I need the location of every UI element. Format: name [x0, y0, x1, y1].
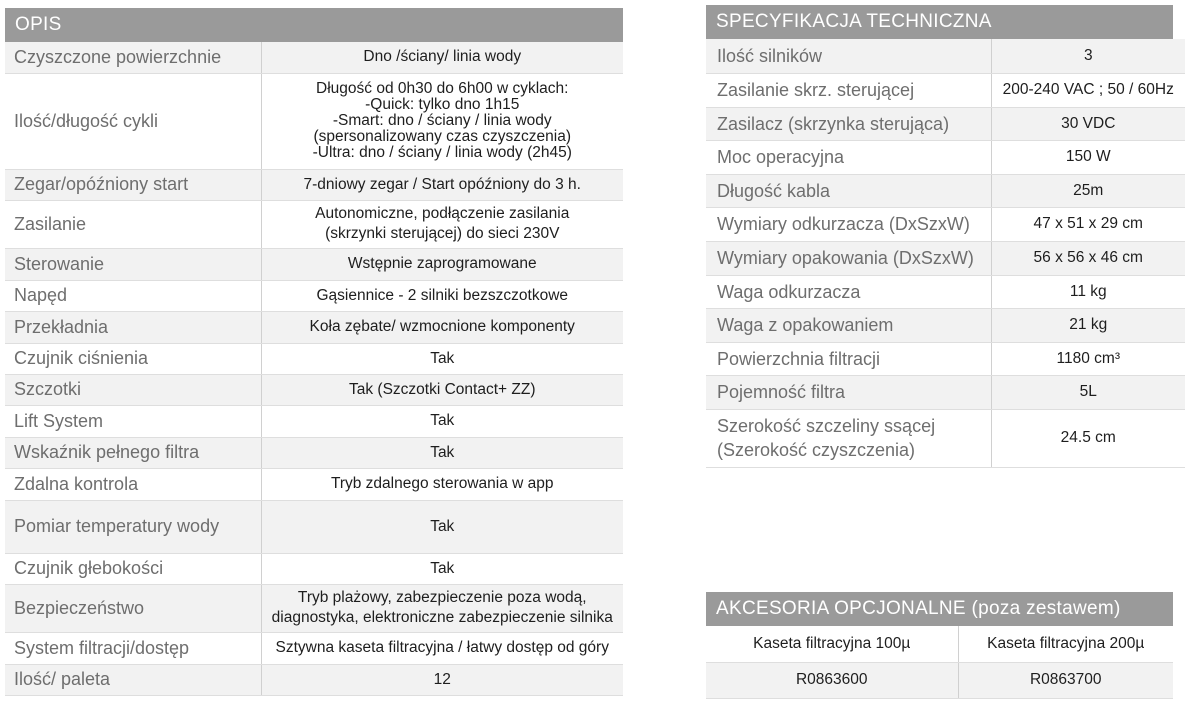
row-value: Sztywna kaseta filtracyjna / łatwy dostęp od góry — [261, 632, 623, 664]
spec-value: 56 x 56 x 46 cm — [991, 241, 1185, 275]
table-row — [5, 584, 623, 632]
row-value: Tryb zdalnego sterowania w app — [261, 468, 623, 500]
accessory-name: Kaseta filtracyjna 200µ — [958, 626, 1173, 662]
spec-label: Pojemność filtra — [706, 375, 991, 409]
spec-value: 150 W — [991, 140, 1185, 174]
spec-label: Ilość silników — [706, 39, 991, 73]
accessories-table — [706, 626, 1173, 699]
row-value: Tak (Szczotki Contact+ ZZ) — [261, 374, 623, 405]
row-value: Tak — [261, 500, 623, 553]
table-row — [5, 553, 623, 584]
row-label: Czujnik głebokości — [5, 553, 261, 584]
opis-table — [5, 42, 623, 696]
table-row — [5, 468, 623, 500]
row-label: Bezpieczeństwo — [5, 584, 261, 632]
table-row — [5, 437, 623, 468]
row-value: Gąsiennice - 2 silniki bezszczotkowe — [261, 280, 623, 311]
spec-header: SPECYFIKACJA TECHNICZNA — [706, 5, 1173, 39]
row-value: Tak — [261, 343, 623, 374]
table-row — [706, 375, 1185, 409]
spec-label: Długość kabla — [706, 174, 991, 207]
row-value: Koła zębate/ wzmocnione komponenty — [261, 311, 623, 343]
table-row — [706, 308, 1185, 342]
accessories-header: AKCESORIA OPCJONALNE (poza zestawem) — [706, 592, 1173, 626]
table-row — [5, 311, 623, 343]
table-row — [706, 39, 1185, 73]
row-value: Tak — [261, 553, 623, 584]
row-value: 7-dniowy zegar / Start opóźniony do 3 h. — [261, 169, 623, 200]
table-row — [5, 280, 623, 311]
row-label: Pomiar temperatury wody — [5, 500, 261, 553]
spec-value: 24.5 cm — [991, 409, 1185, 467]
row-label: Sterowanie — [5, 248, 261, 280]
row-value: Tryb plażowy, zabezpieczenie poza wodą, diagnostyka, elektroniczne zabezpieczenie silnika — [261, 584, 623, 632]
spec-label: Zasilacz (skrzynka sterująca) — [706, 107, 991, 140]
row-label: Zdalna kontrola — [5, 468, 261, 500]
table-row — [5, 42, 623, 73]
table-row — [5, 169, 623, 200]
row-label: Lift System — [5, 405, 261, 437]
row-value: Tak — [261, 437, 623, 468]
table-row — [706, 275, 1185, 308]
spec-value: 1180 cm³ — [991, 342, 1185, 375]
row-label: Wskaźnik pełnego filtra — [5, 437, 261, 468]
row-label: Ilość/ paleta — [5, 664, 261, 695]
spec-label: Powierzchnia filtracji — [706, 342, 991, 375]
table-row — [5, 632, 623, 664]
table-row — [706, 342, 1185, 375]
table-row — [706, 174, 1185, 207]
spec-value: 25m — [991, 174, 1185, 207]
table-row — [706, 207, 1185, 241]
table-row — [5, 200, 623, 248]
row-value: Długość od 0h30 do 6h00 w cyklach: -Quick: tylko dno 1h15 -Smart: dno / ściany / linia wody (spersonalizowany czas czyszczenia) -Ultra: dno / ściany / linia wody (2h45) — [261, 73, 623, 169]
table-row — [5, 374, 623, 405]
spec-value: 11 kg — [991, 275, 1185, 308]
table-row — [706, 140, 1185, 174]
spec-table — [706, 39, 1185, 468]
row-label: Zegar/opóźniony start — [5, 169, 261, 200]
accessory-name: Kaseta filtracyjna 100µ — [706, 626, 958, 662]
spec-label: Waga odkurzacza — [706, 275, 991, 308]
table-row — [706, 626, 1173, 662]
spec-value: 30 VDC — [991, 107, 1185, 140]
row-label: System filtracji/dostęp — [5, 632, 261, 664]
accessory-code: R0863700 — [958, 662, 1173, 698]
table-row — [706, 409, 1185, 467]
spec-label: Waga z opakowaniem — [706, 308, 991, 342]
spec-label: Zasilanie skrz. sterującej — [706, 73, 991, 107]
table-row — [706, 73, 1185, 107]
table-row — [706, 241, 1185, 275]
spec-value: 21 kg — [991, 308, 1185, 342]
row-label: Przekładnia — [5, 311, 261, 343]
spec-label: Wymiary opakowania (DxSzxW) — [706, 241, 991, 275]
table-row — [5, 405, 623, 437]
spec-value: 47 x 51 x 29 cm — [991, 207, 1185, 241]
row-label: Napęd — [5, 280, 261, 311]
table-row — [5, 73, 623, 169]
spec-label: Szerokość szczeliny ssącej (Szerokość czyszczenia) — [706, 409, 991, 467]
row-label: Czujnik ciśnienia — [5, 343, 261, 374]
table-row — [706, 662, 1173, 698]
row-label: Czyszczone powierzchnie — [5, 42, 261, 73]
table-row — [5, 500, 623, 553]
row-value: Autonomiczne, podłączenie zasilania (skrzynki sterującej) do sieci 230V — [261, 200, 623, 248]
row-label: Ilość/długość cykli — [5, 73, 261, 169]
spec-value: 5L — [991, 375, 1185, 409]
row-value: 12 — [261, 664, 623, 695]
spec-label: Wymiary odkurzacza (DxSzxW) — [706, 207, 991, 241]
accessory-code: R0863600 — [706, 662, 958, 698]
table-row — [706, 107, 1185, 140]
row-label: Zasilanie — [5, 200, 261, 248]
table-row — [5, 664, 623, 695]
table-row — [5, 343, 623, 374]
row-label: Szczotki — [5, 374, 261, 405]
row-value: Tak — [261, 405, 623, 437]
spec-label: Moc operacyjna — [706, 140, 991, 174]
spec-value: 200-240 VAC ; 50 / 60Hz — [991, 73, 1185, 107]
row-value: Dno /ściany/ linia wody — [261, 42, 623, 73]
opis-header: OPIS — [5, 8, 623, 42]
spec-value: 3 — [991, 39, 1185, 73]
row-value: Wstępnie zaprogramowane — [261, 248, 623, 280]
table-row — [5, 248, 623, 280]
